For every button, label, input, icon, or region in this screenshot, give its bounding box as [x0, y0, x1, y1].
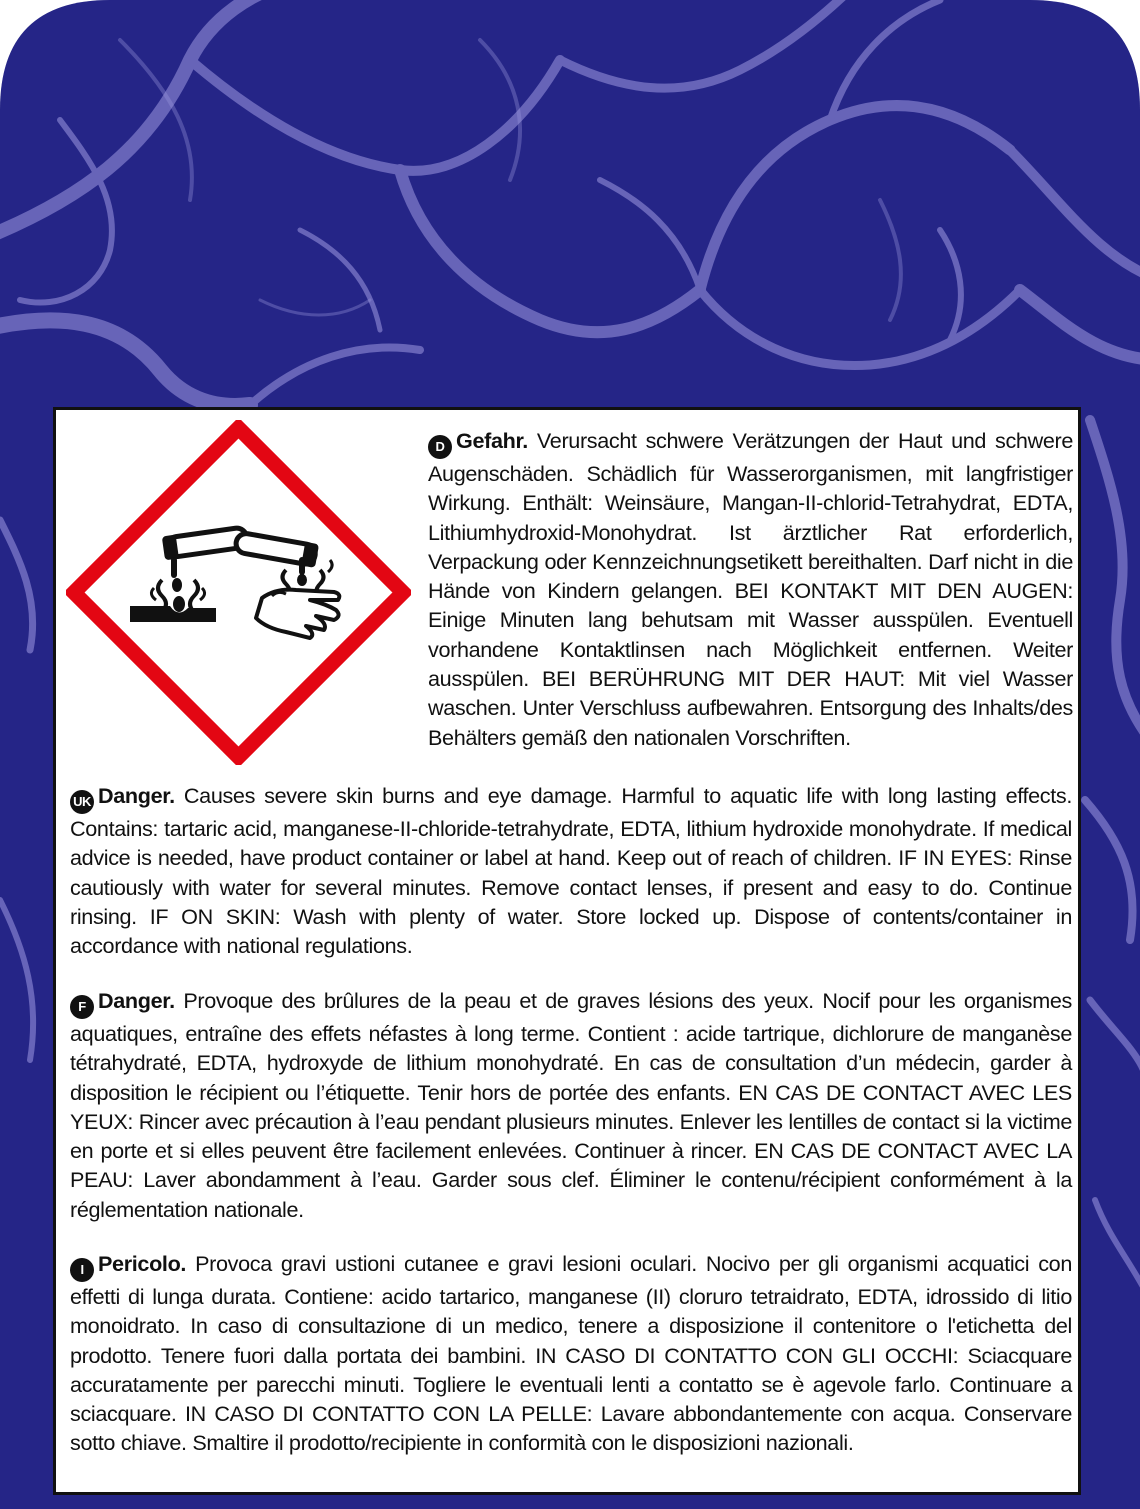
- language-badge-de: D: [428, 435, 452, 459]
- hazard-heading-it: Pericolo.: [98, 1251, 187, 1276]
- hazard-label: [53, 407, 1081, 1495]
- section-french: [70, 986, 1072, 1224]
- hazard-heading-en: Danger.: [98, 783, 175, 808]
- language-badge-uk: UK: [70, 790, 94, 814]
- corrosion-hazard-icon: [66, 420, 411, 765]
- hazard-text-en: Causes severe skin burns and eye damage. Harmful to aquatic life with long lasting effects. Contains: tartaric acid, manganese-II-chloride-tetrahydrate, EDTA, lithium hydroxide monohydrate. If medical advice is needed, have product container or label at hand. Keep out of reach of children. IF IN EYES: Rinse cautiously with water for several minutes. Remove contact lenses, if present and easy to do. Continue rinsing. IF ON SKIN: Wash with plenty of water. Store locked up. Dispose of contents/container in accordance with national regulations.: [70, 783, 1072, 959]
- hazard-heading-de: Gefahr.: [456, 428, 528, 453]
- section-german: [428, 426, 1073, 752]
- hazard-text-it: Provoca gravi ustioni cutanee e gravi lesioni oculari. Nocivo per gli organismi acquatici con effetti di lunga durata. Contiene: acido tartarico, manganese (II) cloruro tetraidrato, EDTA, idrossido di litio monoidrato. In caso di consultazione di un medico, tenere a disposizione il contenitore o l'etichetta del prodotto. Tenere fuori dalla portata dei bambini. IN CASO DI CONTATTO CON GLI OCCHI: Sciacquare accuratamente per parecchi minuti. Togliere le eventuali lenti a contatto se è agevole farlo. Continuare a sciacquare. IN CASO DI CONTATTO CON LA PELLE: Lavare abbondantemente con acqua. Conservare sotto chiave. Smaltire il prodotto/recipiente in conformità con le disposizioni nazionali.: [70, 1251, 1072, 1456]
- hazard-text-fr: Provoque des brûlures de la peau et de graves lésions des yeux. Nocif pour les organismes aquatiques, entraîne des effets néfastes à long terme. Contient : acide tartrique, dichlorure de manganèse tétrahydraté, EDTA, hydroxyde de lithium monohydraté. En cas de consultation d’un médecin, garder à disposition le récipient ou l’étiquette. Tenir hors de portée des enfants. EN CAS DE CONTACT AVEC LES YEUX: Rincer avec précaution à l’eau pendant plusieurs minutes. Enlever les lentilles de contact si la victime en porte et si elles peuvent être facilement enlevées. Continuer à rincer. EN CAS DE CONTACT AVEC LA PEAU: Laver abondamment à l’eau. Garder sous clef. Éliminer le contenu/récipient conformément à la réglementation nationale.: [70, 988, 1072, 1222]
- language-badge-f: F: [70, 995, 94, 1019]
- language-badge-i: I: [70, 1258, 94, 1282]
- section-italian: [70, 1249, 1072, 1458]
- section-english: [70, 781, 1072, 960]
- hazard-heading-fr: Danger.: [98, 988, 175, 1013]
- hazard-text-de: Verursacht schwere Verätzungen der Haut und schwere Augenschäden. Schädlich für Wasserorganismen, mit langfristiger Wirkung. Enthält: Weinsäure, Mangan-II-chlorid-Tetrahydrat, EDTA, Lithiumhydroxid-Monohydrat. Ist ärztlicher Rat erforderlich, Verpackung oder Kennzeichnungsetikett bereithalten. Darf nicht in die Hände von Kindern gelangen. BEI KONTAKT MIT DEN AUGEN: Einige Minuten lang behutsam mit Wasser ausspülen. Eventuell vorhandene Kontaktlinsen nach Möglichkeit entfernen. Weiter ausspülen. BEI BERÜHRUNG MIT DER HAUT: Mit viel Wasser waschen. Unter Verschluss aufbewahren. Entsorgung des Inhalts/des Behälters gemäß den nationalen Vorschriften.: [428, 428, 1073, 750]
